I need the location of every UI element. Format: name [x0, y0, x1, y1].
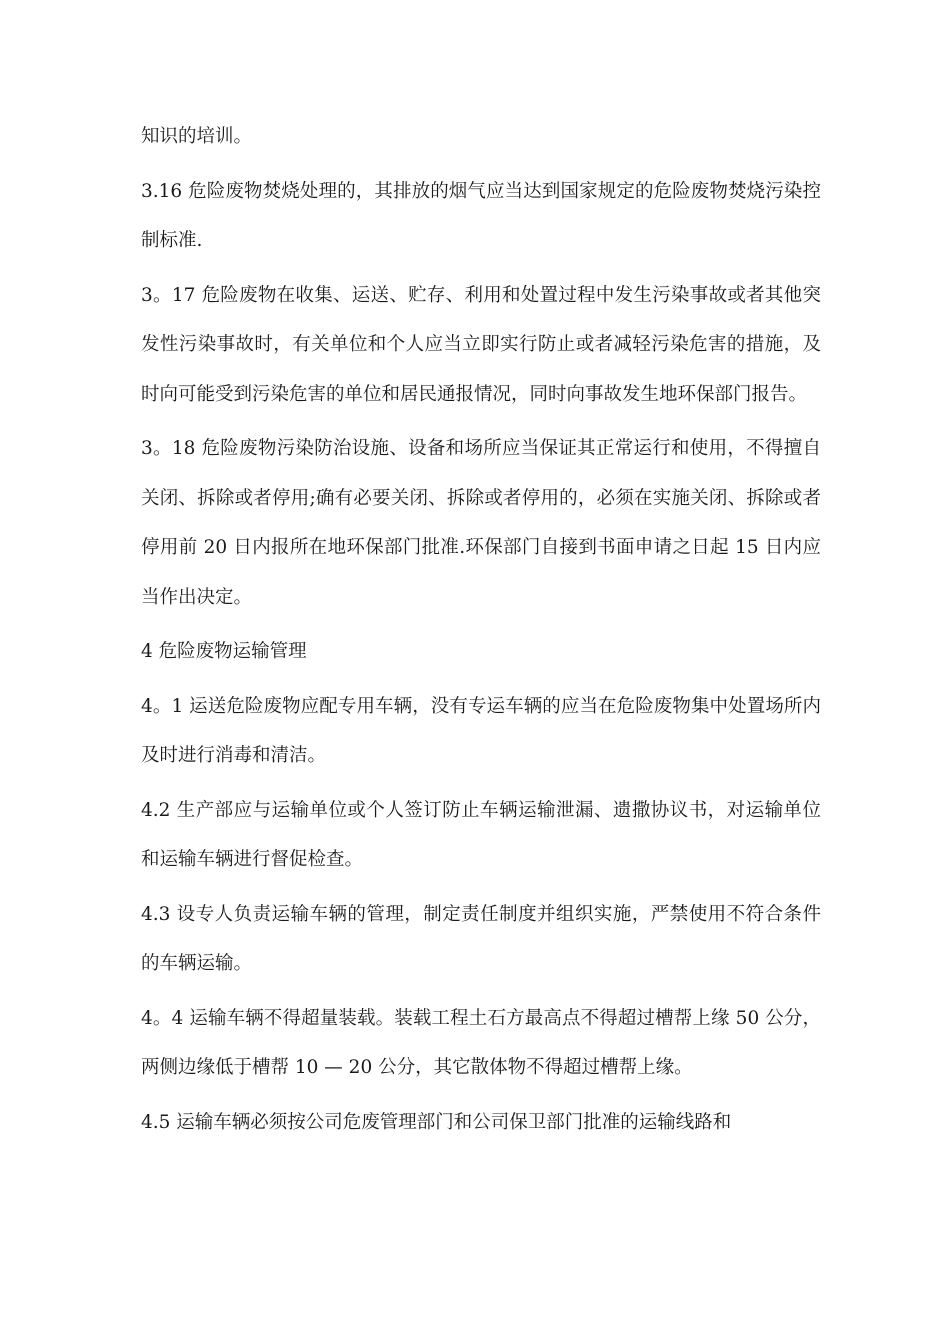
paragraph: 3。18 危险废物污染防治设施、设备和场所应当保证其正常运行和使用，不得擅自关闭、拆除或者停用;确有必要关闭、拆除或者停用的，必须在实施关闭、拆除或者停用前 20 日内报所在地环保部门批准.环保部门自接到书面申请之日起 15 日内应当作出决定。 — [141, 438, 821, 608]
paragraph: 3。17 危险废物在收集、运送、贮存、利用和处置过程中发生污染事故或者其他突发性污染事故时，有关单位和个人应当立即实行防止或者减轻污染危害的措施，及时向可能受到污染危害的单位和居民通报情况，同时向事故发生地环保部门报告。 — [141, 284, 821, 405]
paragraph: 4.3 设专人负责运输车辆的管理，制定责任制度并组织实施，严禁使用不符合条件的车辆运输。 — [141, 903, 821, 974]
paragraph: 4。1 运送危险废物应配专用车辆，没有专运车辆的应当在危险废物集中处置场所内及时进行消毒和清洁。 — [141, 695, 821, 766]
paragraph: 4。4 运输车辆不得超量装载。装载工程土石方最高点不得超过槽帮上缘 50 公分，两侧边缘低于槽帮 10 — 20 公分，其它散体物不得超过槽帮上缘。 — [141, 1007, 821, 1078]
section-heading: 4 危险废物运输管理 — [141, 641, 307, 662]
document-body — [141, 112, 821, 1152]
paragraph: 3.16 危险废物焚烧处理的，其排放的烟气应当达到国家规定的危险废物焚烧污染控制标准. — [141, 180, 821, 251]
paragraph: 4.2 生产部应与运输单位或个人签订防止车辆运输泄漏、遗撒协议书，对运输单位和运输车辆进行督促检查。 — [141, 799, 821, 870]
paragraph: 知识的培训。 — [141, 126, 253, 147]
paragraph: 4.5 运输车辆必须按公司危废管理部门和公司保卫部门批准的运输线路和 — [141, 1111, 732, 1133]
